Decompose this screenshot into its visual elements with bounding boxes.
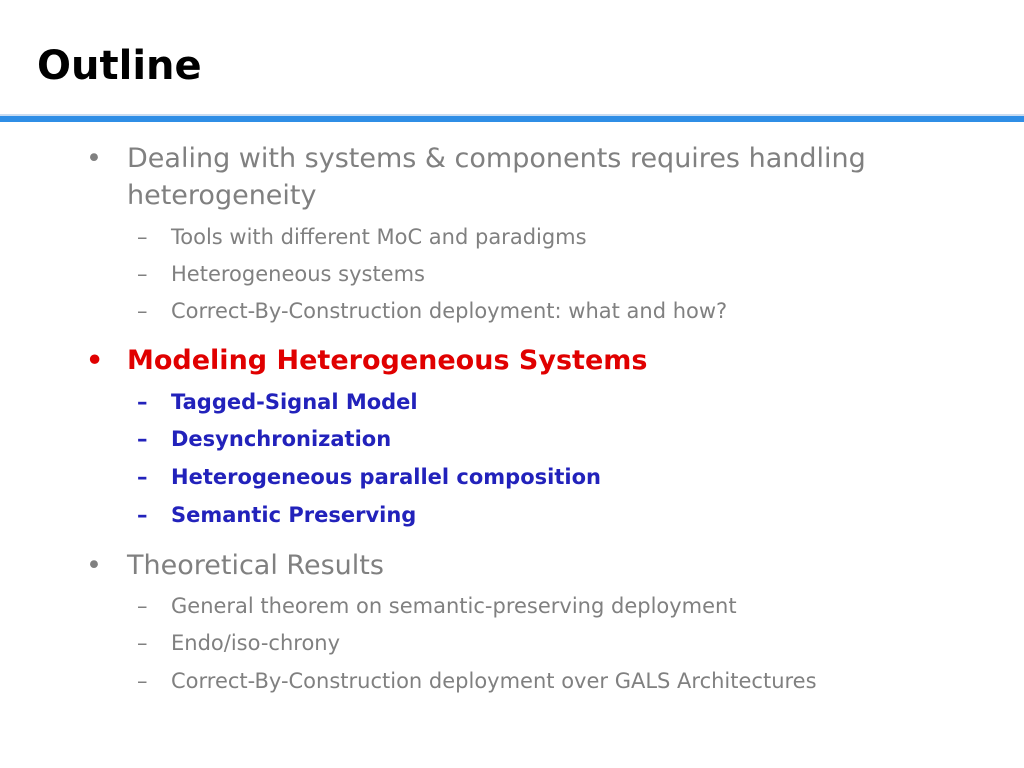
sub-marker: – [137, 299, 148, 323]
sub-text: Heterogeneous systems [171, 262, 425, 286]
sub-marker: – [137, 594, 148, 618]
sub-text: Correct-By-Construction deployment over GALS Architectures [171, 669, 817, 693]
sub-marker: – [137, 427, 148, 451]
bullet-text: heterogeneity [127, 180, 317, 211]
sub-text: Semantic Preserving [171, 503, 417, 527]
sub-text: Tools with different MoC and paradigms [171, 225, 587, 249]
bullet-text: Modeling Heterogeneous Systems [127, 345, 648, 376]
bullet-text: Dealing with systems & components requires handling [127, 143, 866, 174]
sub-text: Desynchronization [171, 427, 392, 451]
sub-marker: – [137, 465, 148, 489]
slide-title: Outline [37, 43, 202, 89]
sub-text: Endo/iso-chrony [171, 631, 341, 655]
bullet-marker: • [86, 143, 102, 174]
sub-marker: – [137, 225, 148, 249]
sub-text: Tagged-Signal Model [171, 390, 418, 414]
bullet-text: Theoretical Results [127, 550, 384, 581]
sub-marker: – [137, 262, 148, 286]
sub-text: General theorem on semantic-preserving deployment [171, 594, 737, 618]
sub-marker: – [137, 669, 148, 693]
sub-marker: – [137, 503, 148, 527]
bullet-marker: • [86, 550, 102, 581]
sub-text: Correct-By-Construction deployment: what and how? [171, 299, 728, 323]
sub-marker: – [137, 390, 148, 414]
sub-text: Heterogeneous parallel composition [171, 465, 601, 489]
bullet-marker: • [86, 345, 104, 376]
sub-marker: – [137, 631, 148, 655]
